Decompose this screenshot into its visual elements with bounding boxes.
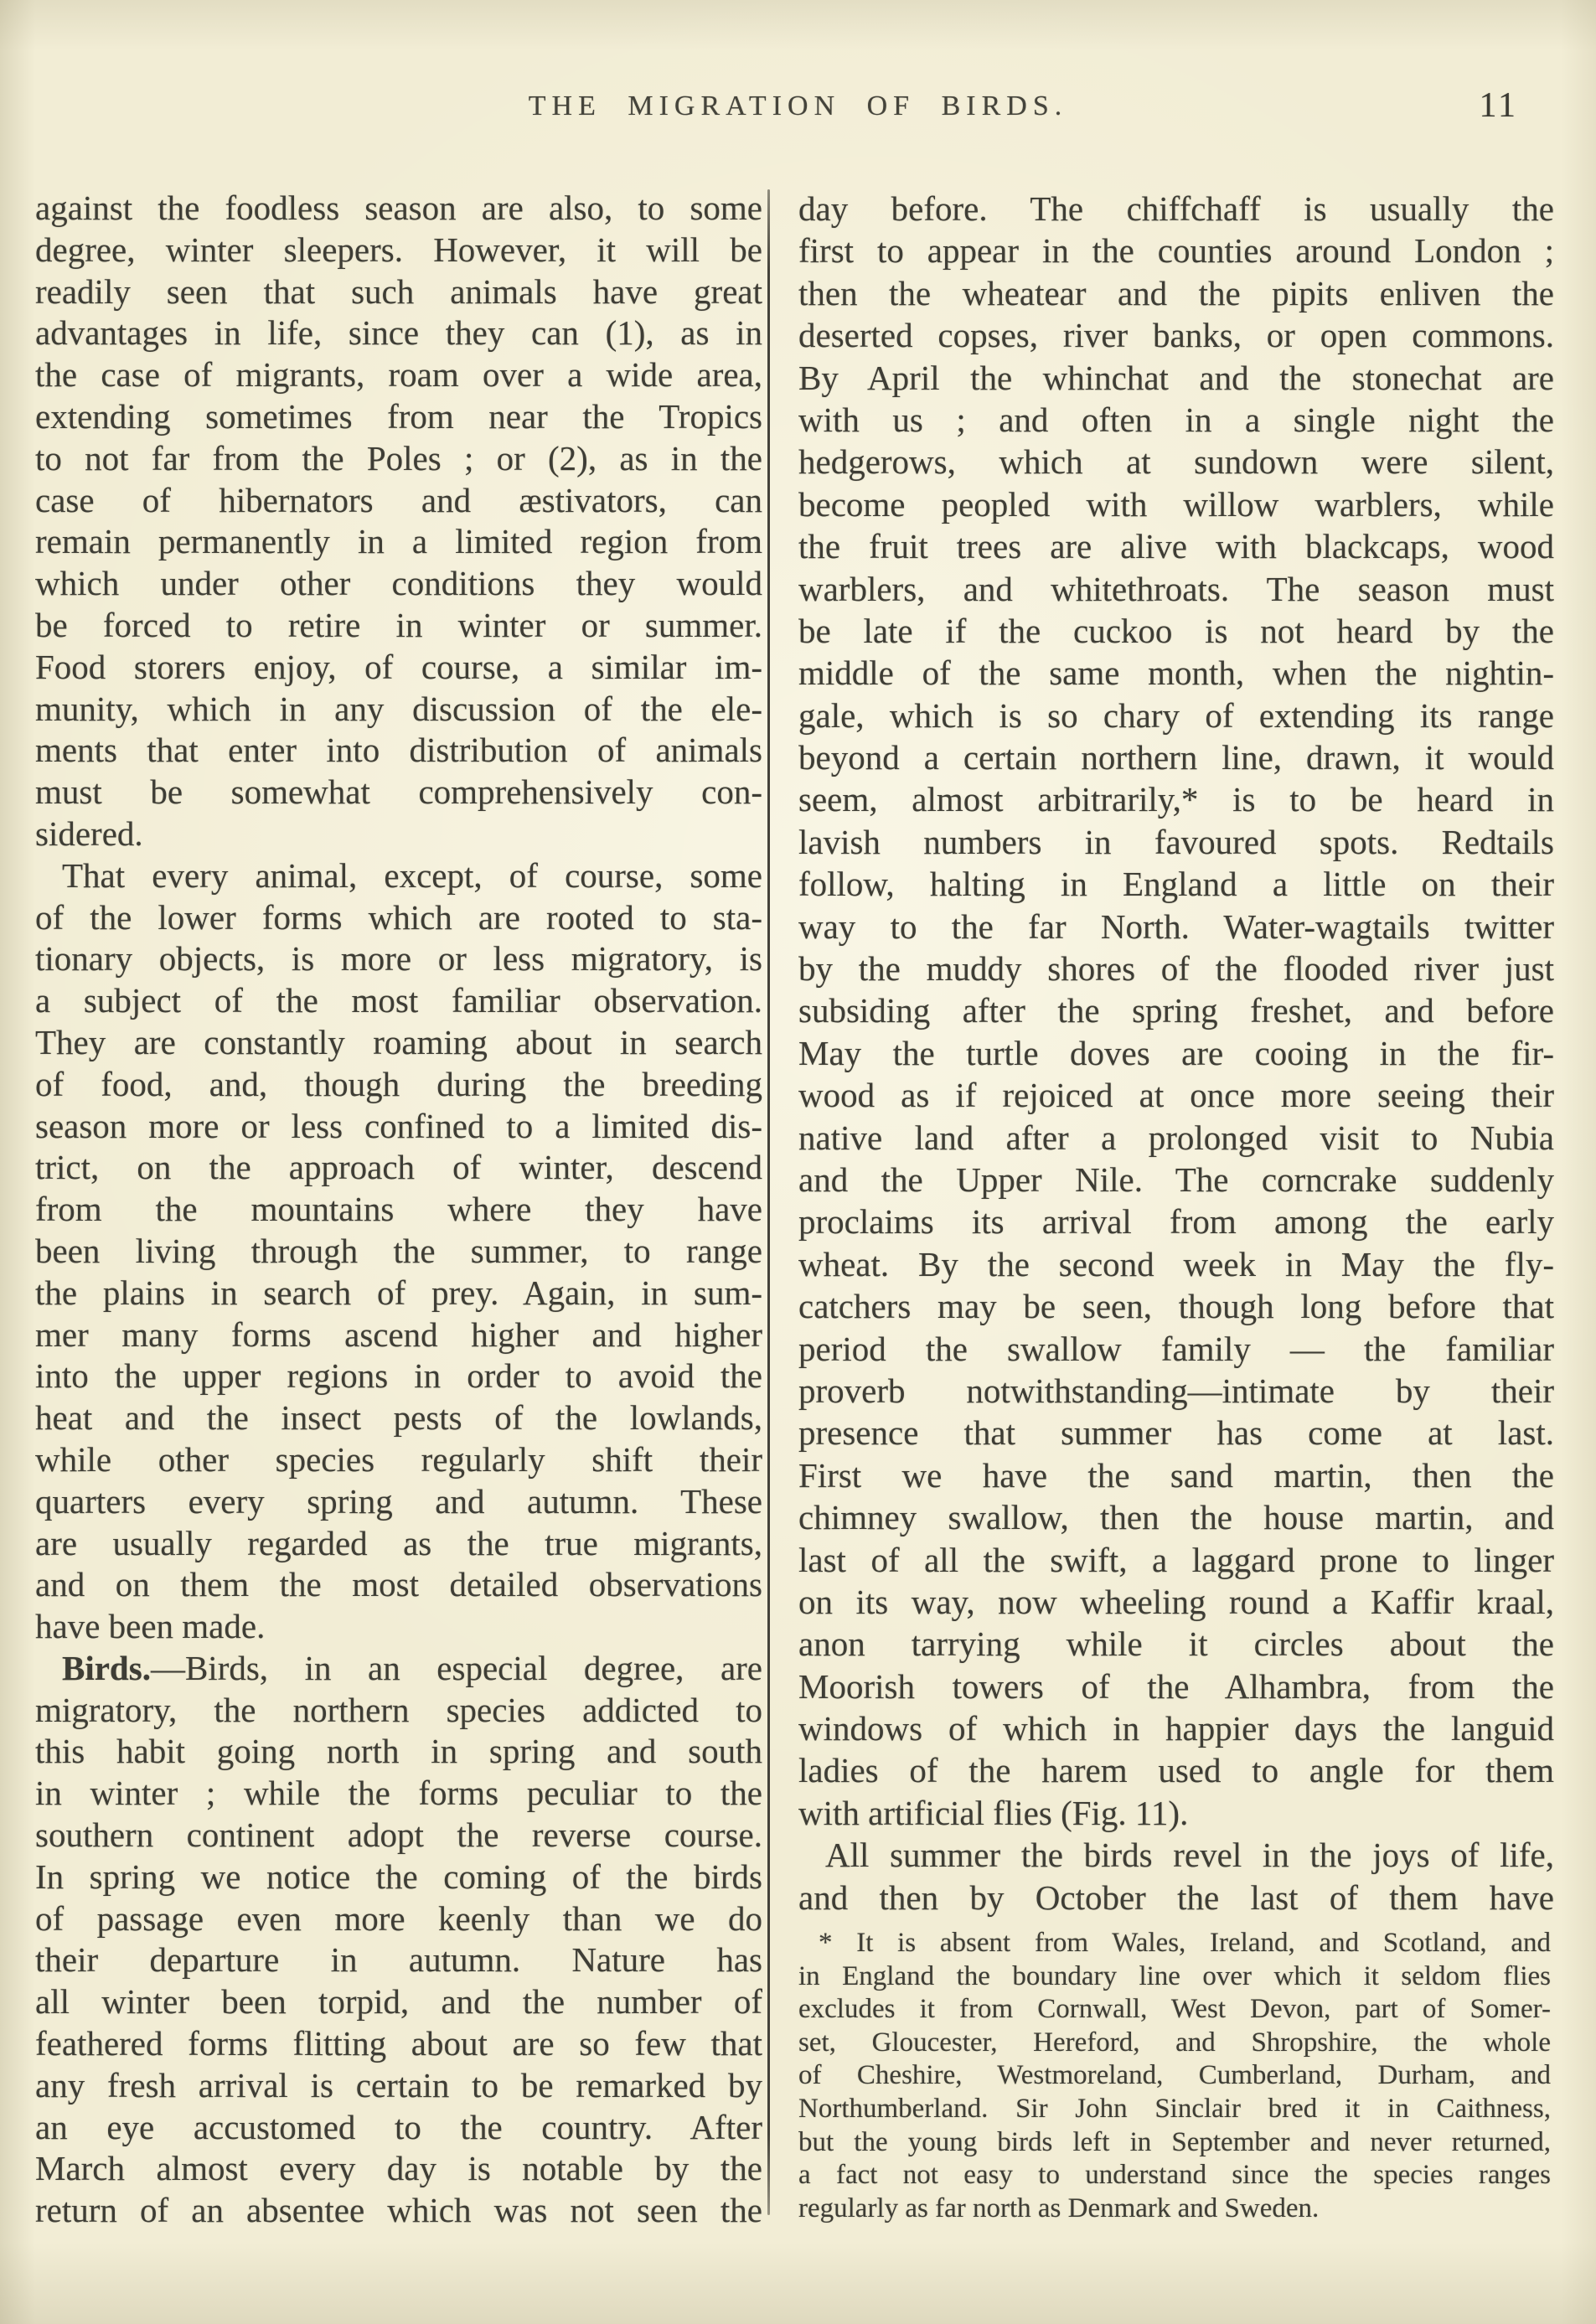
text-line: wood as if rejoiced at once more seeing their: [798, 1076, 1554, 1115]
text-line: been living through the summer, to range: [35, 1231, 762, 1270]
text-line: on its way, now wheeling round a Kaffir kraal,: [798, 1582, 1554, 1621]
text-line: with artificial flies (Fig. 11).: [798, 1793, 1189, 1832]
text-line: become peopled with willow warblers, while: [798, 484, 1554, 524]
text-line: then the wheatear and the pipits enliven the: [798, 273, 1554, 312]
footnote: [798, 1927, 1551, 2225]
text-line: their departure in autumn. Nature has: [35, 1940, 762, 1980]
text-line: Food storers enjoy, of course, a similar im-: [35, 647, 762, 686]
text-line: case of hibernators and æstivators, can: [35, 480, 762, 519]
text-line: seem, almost arbitrarily,* is to be heard in: [798, 780, 1554, 819]
text-line: with us ; and often in a single night the: [798, 400, 1554, 439]
text-line: middle of the same month, when the nightin-: [798, 653, 1554, 693]
text-line: the fruit trees are alive with blackcaps, wood: [798, 527, 1554, 566]
text-line: They are constantly roaming about in search: [35, 1022, 762, 1061]
text-line: March almost every day is notable by the: [35, 2149, 762, 2188]
text-line: a fact not easy to understand since the species ranges: [798, 2160, 1551, 2191]
text-segment: —Birds, in an especial degree, are: [150, 1648, 762, 1687]
column-divider: [767, 189, 770, 2215]
text-line: gale, which is so chary of extending its range: [798, 695, 1554, 735]
text-line: while other species regularly shift their: [35, 1439, 762, 1479]
text-line: ments that enter into distribution of animals: [35, 731, 762, 770]
text-line: First we have the sand martin, then the: [798, 1455, 1554, 1495]
text-line: Northumberland. Sir John Sinclair bred it in Caithness,: [798, 2093, 1551, 2124]
text-line: by the muddy shores of the flooded river just: [798, 949, 1554, 989]
text-line: into the upper regions in order to avoid the: [35, 1356, 762, 1396]
text-line: from the mountains where they have: [35, 1190, 762, 1229]
left-column: [35, 188, 762, 2232]
text-line: in winter ; while the forms peculiar to the: [35, 1774, 762, 1813]
text-line: [35, 1648, 762, 1690]
text-line: windows of which in happier days the languid: [798, 1709, 1554, 1748]
text-line: season more or less confined to a limited dis-: [35, 1106, 762, 1145]
text-line: catchers may be seen, though long before that: [798, 1287, 1554, 1326]
text-line: this habit going north in spring and south: [35, 1732, 762, 1771]
text-line: have been made.: [35, 1607, 266, 1646]
text-line: must be somewhat comprehensively con-: [35, 772, 762, 812]
text-line: remain permanently in a limited region from: [35, 522, 762, 561]
right-column: [798, 188, 1554, 1919]
text-line: proverb notwithstanding—intimate by their: [798, 1371, 1554, 1410]
text-line: beyond a certain northern line, drawn, it would: [798, 738, 1554, 777]
text-line: first to appear in the counties around London ;: [798, 231, 1554, 271]
text-line: migratory, the northern species addicted to: [35, 1690, 762, 1729]
text-line: a subject of the most familiar observation.: [35, 981, 762, 1020]
text-line: subsiding after the spring freshet, and before: [798, 991, 1554, 1030]
text-line: feathered forms flitting about are so few that: [35, 2024, 762, 2063]
text-line: chimney swallow, then the house martin, and: [798, 1498, 1554, 1537]
text-line: heat and the insect pests of the lowlands,: [35, 1398, 762, 1438]
text-line: presence that summer has come at last.: [798, 1413, 1554, 1453]
text-line: munity, which in any discussion of the ele-: [35, 689, 762, 728]
text-line: trict, on the approach of winter, descend: [35, 1148, 762, 1187]
text-line: In spring we notice the coming of the birds: [35, 1857, 762, 1896]
text-line: advantages in life, since they can (1), as in: [35, 313, 762, 353]
text-line: tionary objects, is more or less migratory, is: [35, 939, 762, 979]
text-line: sidered.: [35, 813, 143, 853]
text-line: native land after a prolonged visit to Nubia: [798, 1118, 1554, 1157]
text-line: against the foodless season are also, to some: [35, 189, 762, 227]
text-line: all winter been torpid, and the number of: [35, 1982, 762, 2022]
text-line: regularly as far north as Denmark and Sweden.: [798, 2192, 1320, 2223]
running-title: THE MIGRATION OF BIRDS.: [528, 90, 1068, 121]
text-line: but the young birds left in September and never returned,: [798, 2126, 1551, 2157]
text-line: follow, halting in England a little on their: [798, 865, 1554, 904]
text-line: of food, and, though during the breeding: [35, 1064, 762, 1103]
text-line: return of an absentee which was not seen the: [35, 2191, 762, 2230]
text-line: By April the whinchat and the stonechat are: [798, 358, 1554, 397]
text-line: be forced to retire in winter or summer.: [35, 605, 762, 644]
text-line: warblers, and whitethroats. The season must: [798, 569, 1554, 608]
text-line: southern continent adopt the reverse course.: [35, 1815, 762, 1855]
text-line: of Cheshire, Westmoreland, Cumberland, Durham, and: [798, 2060, 1551, 2091]
text-line: and on them the most detailed observations: [35, 1565, 762, 1604]
text-line: are usually regarded as the true migrants,: [35, 1523, 762, 1562]
text-line: extending sometimes from near the Tropics: [35, 396, 762, 436]
text-line: lavish numbers in favoured spots. Redtails: [798, 822, 1554, 861]
text-line: Moorish towers of the Alhambra, from the: [798, 1666, 1554, 1706]
text-line: of passage even more keenly than we do: [35, 1898, 762, 1938]
text-line: hedgerows, which at sundown were silent,: [798, 442, 1554, 482]
text-line: last of all the swift, a laggard prone to linger: [798, 1540, 1554, 1579]
paragraph-lead-word: Birds.: [62, 1648, 151, 1687]
text-line: any fresh arrival is certain to be remarked by: [35, 2065, 762, 2105]
text-line: and then by October the last of them have: [798, 1877, 1554, 1917]
text-line: an eye accustomed to the country. After: [35, 2107, 762, 2146]
text-line: of the lower forms which are rooted to sta-: [35, 897, 762, 937]
text-line: All summer the birds revel in the joys of life,: [825, 1836, 1554, 1875]
text-line: day before. The chiffchaff is usually the: [798, 189, 1554, 228]
text-line: anon tarrying while it circles about the: [798, 1624, 1554, 1664]
text-line: readily seen that such animals have great: [35, 271, 762, 311]
text-line: period the swallow family — the familiar: [798, 1329, 1554, 1368]
text-line: degree, winter sleepers. However, it will be: [35, 230, 762, 269]
page-header: [0, 90, 1596, 122]
text-line: mer many forms ascend higher and higher: [35, 1314, 762, 1354]
text-line: That every animal, except, of course, some: [62, 855, 762, 895]
text-line: the plains in search of prey. Again, in sum-: [35, 1273, 762, 1312]
text-line: wheat. By the second week in May the fly-: [798, 1244, 1554, 1283]
text-line: quarters every spring and autumn. These: [35, 1481, 762, 1521]
text-line: ladies of the harem used to angle for them: [798, 1751, 1554, 1790]
text-line: the case of migrants, roam over a wide area,: [35, 355, 762, 395]
text-line: proclaims its arrival from among the early: [798, 1202, 1554, 1242]
text-line: be late if the cuckoo is not heard by the: [798, 611, 1554, 650]
text-line: * It is absent from Wales, Ireland, and Scotland, and: [819, 1928, 1551, 1958]
text-line: in England the boundary line over which it seldom flies: [798, 1960, 1551, 1991]
page-number: 11: [1479, 86, 1518, 125]
text-line: to not far from the Poles ; or (2), as in the: [35, 438, 762, 478]
text-line: which under other conditions they would: [35, 564, 762, 603]
text-line: deserted copses, river banks, or open commons.: [798, 316, 1554, 355]
text-line: May the turtle doves are cooing in the fir-: [798, 1033, 1554, 1072]
text-line: excludes it from Cornwall, West Devon, part of Somer-: [798, 1994, 1551, 2025]
text-line: set, Gloucester, Hereford, and Shropshire, the whole: [798, 2027, 1551, 2058]
text-line: and the Upper Nile. The corncrake suddenly: [798, 1159, 1554, 1199]
text-line: way to the far North. Water-wagtails twitter: [798, 906, 1554, 946]
